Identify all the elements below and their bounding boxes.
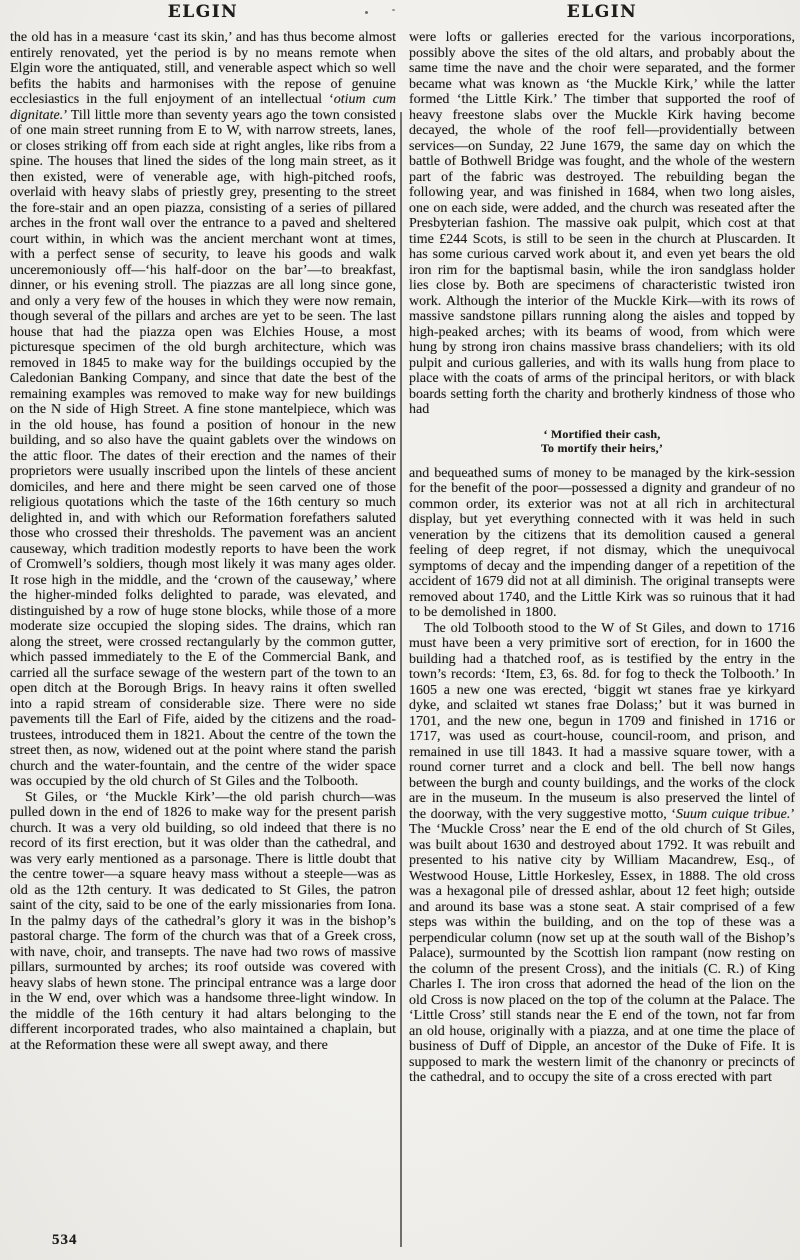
column-right	[409, 0, 795, 1260]
right-running-header: ELGIN	[566, 2, 638, 22]
left-running-header: ELGIN	[167, 2, 239, 22]
page-number: 534	[52, 1232, 78, 1248]
text-run: the old has in a measure ‘cast its skin,’ and has thus become almost entirely renovated, yet the period is by no means remote when Elgin wore the antiquated, still, and venerable aspect which so well befits the habits and harmonises with the repose of genuine ecclesiastics in the full enjoyment of an intellectual ‘	[10, 30, 396, 107]
text-run: St Giles, or ‘the Muckle Kirk’—the old parish church—was pulled down in the end of 1826 to make way for the present parish church. It was a very old building, so old indeed that there is no record of its first erection, but it was older than the cathedral, and was very early mentioned as a parsonage. There is little doubt that the centre tower—a square heavy mass without a steeple—was as old as the 12th century. It was dedicated to St Giles, the patron saint of the city, said to be one of the early missionaries from Iona. In the palmy days of the cathedral’s glory it was in the bishop’s pastoral charge. The form of the church was that of a Greek cross, with nave, choir, and transepts. The nave had two rows of massive pillars, surmounted by arches; its roof outside was covered with heavy slabs of hewn stone. The principal entrance was a large door in the W end, over which was a handsome three-light window. In the middle of the 16th century it had altars belonging to the different incorporated trades, who also maintained a chaplain, but at the Reformation these were all swept away, and there	[10, 789, 396, 1053]
scan-speck	[365, 11, 368, 14]
paragraph	[10, 30, 396, 790]
text-run: ’ Till little more than seventy years ago the town consisted of one main street running from E to W, with narrow streets, lanes, or closes striking off from each side at right angles, like ribs from a spine. The houses that lined the sides of the long main street, as it then existed, were of venerable age, with high-pitched roofs, overlaid with heavy slabs of priestly grey, presenting to the street the fore-stair and an open piazza, consisting of a series of pillared arches in the front wall over the entrance to a paved and sheltered court within, in which was the ancient merchant wont at times, with a perfect sense of security, to leave his goods and walk unceremoniously off—‘his half-door on the bar’—to breakfast, dinner, or his evening stroll. The piazzas are all long since gone, and only a very few of the houses in which they were now remain, though several of the pillars and arches are yet to be seen. The last house that had the piazza open was Elchies House, a most picturesque specimen of the old burgh architecture, which was removed in 1845 to make way for the buildings occupied by the Caledonian Banking Company, and since that date the best of the remaining examples was removed to make way for new buildings on the N side of High Street. A fine stone mantelpiece, which was in the old house, has found a position of honour in the new building, and so also have the quaint gablets over the windows on the attic floor. The dates of their erection and the names of their proprietors were usually inscribed upon the lintels of these ancient domiciles, and here and there might be seen carved one of those religious quotations which the taste of the 16th century so much delighted in, and with which our Reformation forefathers saluted those who crossed their thresholds. The pavement was an ancient causeway, which tradition modestly reports to have been the work of Cromwell’s soldiers, though most likely it was many ages older. It rose high in the middle, and the ‘crown of the causeway,’ where the higher-minded folks delighted to parade, was elevated, and distinguished by a row of huge stone blocks, while those of a more moderate size occupied the sloping sides. The drains, which ran along the street, were crossed rectangularly by the common gutter, which passed immediately to the E of the Commercial Bank, and carried all the surface sewage of the western part of the town to an open ditch at the Borough Brigs. In heavy rains it often swelled into a rapid stream of considerable size. There were no side pavements till the Earl of Fife, aided by the citizens and the road-trustees, introduced them in 1821. About the centre of the town the street then, as now, widened out at the point where stand the parish church and the water-fountain, and the centre of the wider space was occupied by the old church of St Giles and the Tolbooth.	[10, 107, 396, 789]
paragraph	[409, 30, 795, 418]
paragraph	[409, 466, 795, 621]
scan-speck	[392, 9, 395, 11]
text-run: and bequeathed sums of money to be managed by the kirk-session for the benefit of the poor—possessed a dignity and grandeur of no common order, its exterior was not at all rich in architectural display, but yet everything connected with it was held in such veneration by the citizens that its demolition caused a general feeling of deep regret, if not dismay, which the unequivocal symptoms of decay and the impending danger of a repetition of the accident of 1679 did not at all diminish. The original transepts were removed about 1740, and the Little Kirk was so ruinous that it had to be demolished in 1800.	[409, 465, 795, 620]
column-right-body	[409, 30, 795, 1086]
text-run: ’ The ‘Muckle Cross’ near the E end of the old church of St Giles, was built about 1630 and destroyed about 1792. It was rebuilt and presented to his native city by William Macandrew, Esq., of Westwood House, Little Horkesley, Essex, in 1888. The old cross was a hexagonal pile of dressed ashlar, about 12 feet high; outside and around its base was a stone seat. A stair comprised of a few steps was within the building, and on the top of these was a perpendicular column (now set up at the south wall of the Bishop’s Palace), surmounted by the Scottish lion rampant (now resting on the column of the present Cross), and the initials (C. R.) of King Charles I. The iron cross that adorned the head of the lion on the old Cross is now placed on the top of the column at the Palace. The ‘Little Cross’ still stands near the E end of the town, not far from an old house, originally with a piazza, and at one time the place of business of Duff of Dipple, an ancestor of the Duke of Fife. It is supposed to mark the western limit of the chanonry or precincts of the cathedral, and to occupy the site of a cross erected with part	[409, 806, 795, 1085]
italic-phrase: Suum cuique tribue.	[675, 806, 791, 822]
text-run: The old Tolbooth stood to the W of St Giles, and down to 1716 must have been a very primitive sort of erection, for in 1600 the building had a thatched roof, as is testified by the entry in the town’s records: ‘Item, £3, 6s. 8d. for fog to theck the Tolbooth.’ In 1605 a new one was erected, ‘biggit wt stanes frae ye kirkyard dyke, and sclaited wt stanes frae Dolass;’ but it was burned in 1701, and the new one, begun in 1709 and finished in 1716 or 1717, was used as court-house, council-room, and prison, and remained in use till 1843. It had a massive square tower, with a round corner turret and a clock and bell. The bell now hangs between the burgh and county buildings, and the works of the clock are in the museum. In the museum is also preserved the lintel of the doorway, with the very suggestive motto, ‘	[409, 620, 795, 822]
verse-line: ‘ Mortified their cash,	[543, 426, 661, 441]
italic-phrase: otium cum dignitate.	[10, 92, 396, 123]
paragraph	[409, 621, 795, 1086]
verse-line: To mortify their heirs,’	[540, 441, 664, 455]
text-run: were lofts or galleries erected for the various incorporations, possibly above the sites of the old altars, and probably about the same time the nave and the choir were separated, and the former became what was known as ‘the Muckle Kirk,’ while the latter formed ‘the Little Kirk.’ The timber that supported the roof of heavy freestone slabs over the Muckle Kirk having become decayed, the whole of the roof fell—providentially between services—on Sunday, 22 June 1679, the same day on which the battle of Bothwell Bridge was fought, and the whole of the western part of the fabric was destroyed. The rebuilding began the following year, and was finished in 1684, when two long aisles, one on each side, were added, and the church was reseated after the Presbyterian fashion. The massive oak pulpit, which cost at that time £244 Scots, is still to be seen in the church at Pluscarden. It has some curious carved work about it, and even yet bears the old iron rim for the baptismal basin, while the iron sandglass holder lies close by. Both are specimens of characteristic twisted iron work. Although the interior of the Muckle Kirk—with its rows of massive sandstone pillars running along the aisles and topped by high-peaked arches; with its beams of wood, from which were hung by strong iron chains massive brass chandeliers; with its old pulpit and curious galleries, and with its walls hung from place to place with the coats of arms of the principal heritors, or with black boards setting forth the charity and brotherly kindness of those who had	[409, 30, 795, 417]
column-left	[10, 0, 396, 1260]
paragraph	[10, 790, 396, 1054]
column-divider-rule	[400, 112, 402, 1247]
column-left-body	[10, 30, 396, 1053]
verse-quote	[409, 427, 795, 456]
